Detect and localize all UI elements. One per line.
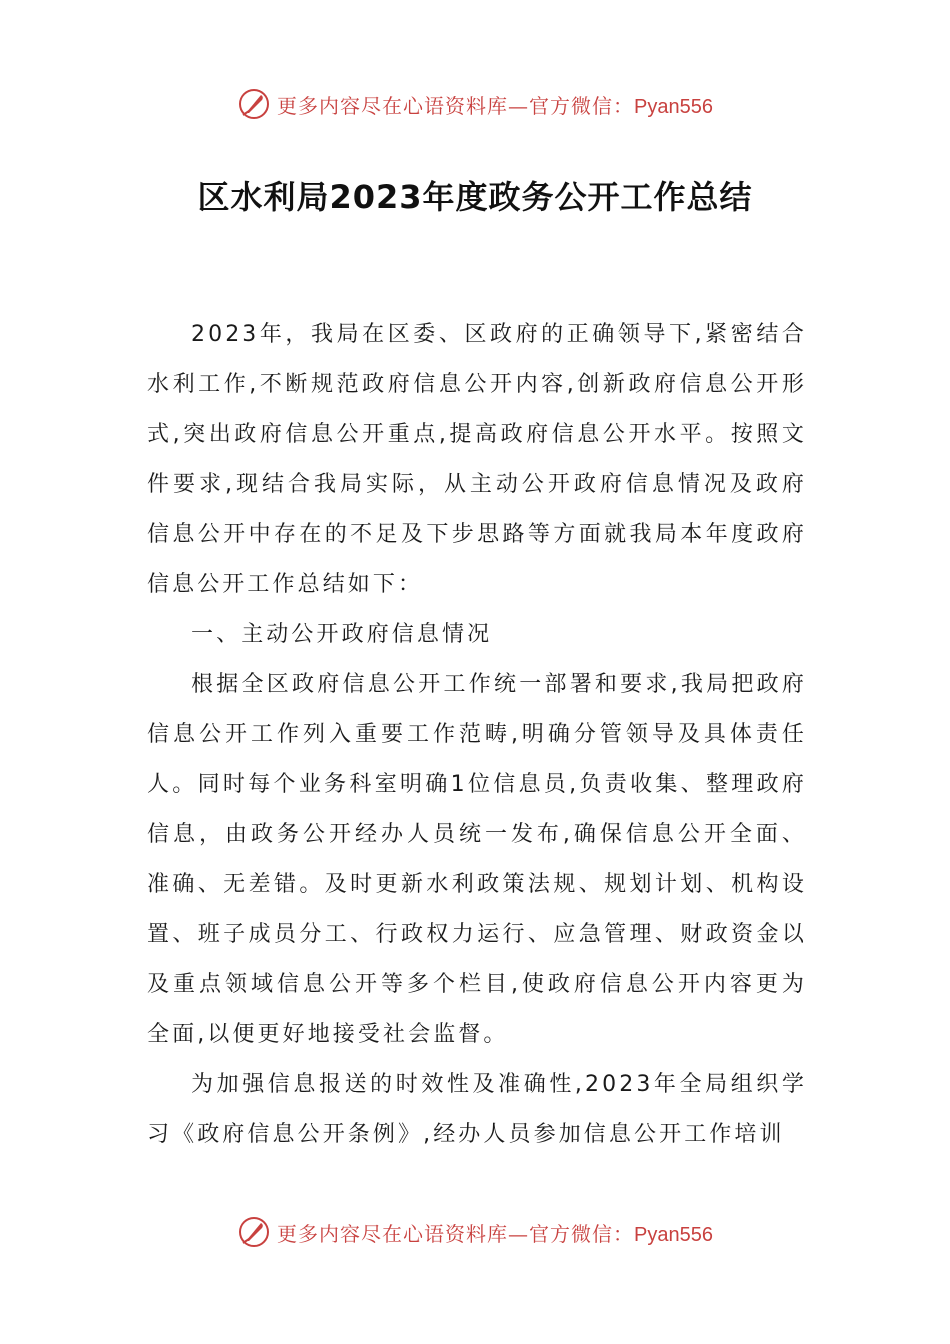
wechat-id: Pyan556: [634, 1223, 713, 1246]
wechat-id: Pyan556: [634, 95, 713, 118]
document-body: [147, 310, 807, 1160]
quill-pen-circle-icon: [237, 1215, 271, 1249]
section-heading: 一、主动公开政府信息情况: [191, 622, 493, 647]
paragraph-section-1: 根据全区政府信息公开工作统一部署和要求,我局把政府信息公开工作列入重要工作范畴,明确分管领导及具体责任人。同时每个业务科室明确1位信息员,负责收集、整理政府信息，由政务公开经办人员统一发布,确保信息公开全面、准确、无差错。及时更新水利政策法规、规划计划、机构设置、班子成员分工、行政权力运行、应急管理、财政资金以及重点领域信息公开等多个栏目,使政府信息公开内容更为全面,以便更好地接受社会监督。: [147, 672, 807, 1047]
watermark-banner-top: [0, 84, 950, 124]
watermark-text: 更多内容尽在心语资料库—官方微信：Pyan556: [277, 1221, 713, 1246]
quill-pen-circle-icon: [237, 87, 271, 121]
paragraph-intro: 2023年，我局在区委、区政府的正确领导下,紧密结合水利工作,不断规范政府信息公开内容,创新政府信息公开形式,突出政府信息公开重点,提高政府信息公开水平。按照文件要求,现结合我局实际，从主动公开政府信息情况及政府信息公开中存在的不足及下步思路等方面就我局本年度政府信息公开工作总结如下：: [147, 322, 807, 597]
document-title: 区水利局2023年度政务公开工作总结: [197, 178, 753, 216]
paragraph-training: 为加强信息报送的时效性及准确性,2023年全局组织学习《政府信息公开条例》,经办人员参加信息公开工作培训: [147, 1072, 807, 1147]
watermark-banner-bottom: [0, 1212, 950, 1252]
watermark-text: 更多内容尽在心语资料库—官方微信：Pyan556: [277, 93, 713, 118]
